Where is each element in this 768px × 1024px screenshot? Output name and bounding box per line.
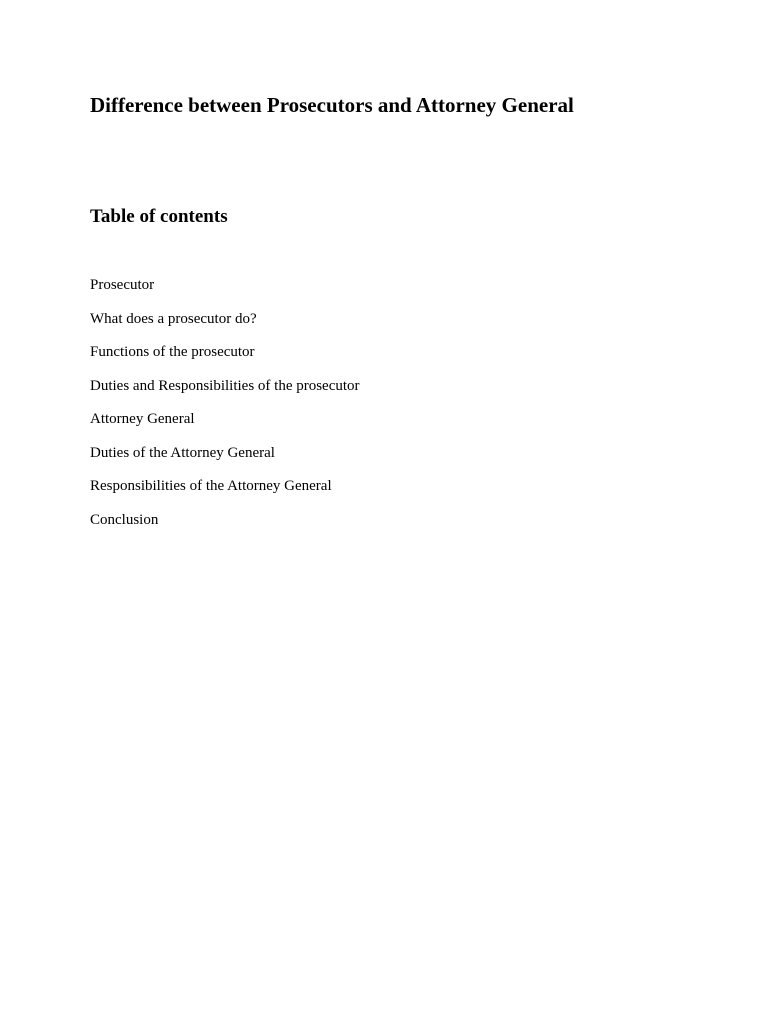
toc-item-attorney-general: Attorney General <box>90 411 195 427</box>
toc-item-functions-of-the-prosecutor: Functions of the prosecutor <box>90 344 255 360</box>
document-title: Difference between Prosecutors and Attorney General <box>90 93 574 117</box>
toc-item-conclusion: Conclusion <box>90 511 159 528</box>
toc-item-what-does-a-prosecutor-do: What does a prosecutor do? <box>90 310 257 327</box>
toc-item-duties-of-attorney-general: Duties of the Attorney General <box>90 444 275 461</box>
toc-list <box>90 275 360 543</box>
toc-item-responsibilities-of-attorney-general: Responsibilities of the Attorney General <box>90 478 332 494</box>
toc-heading: Table of contents <box>90 206 228 227</box>
toc-item-prosecutor: Prosecutor <box>90 277 155 293</box>
toc-item-duties-and-responsibilities: Duties and Responsibilities of the prosecutor <box>90 377 360 394</box>
